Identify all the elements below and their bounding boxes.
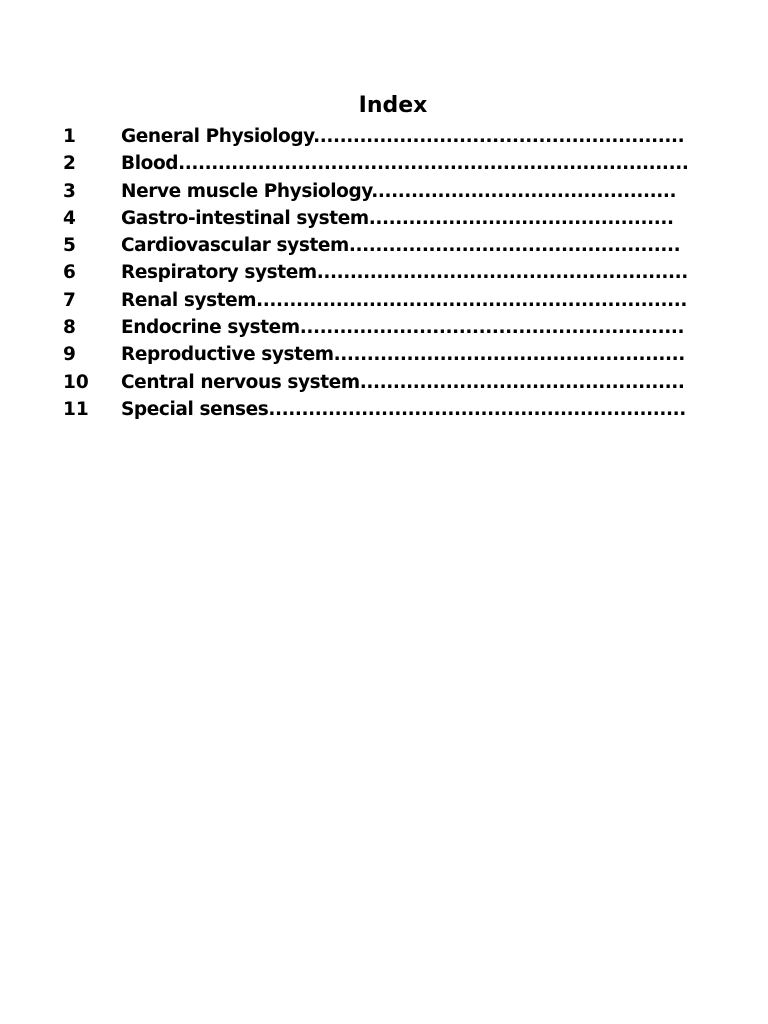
entry-text: Gastro-intestinal system.............................................. <box>121 207 674 229</box>
entry-number: 3 <box>63 180 76 202</box>
entry-number: 2 <box>63 153 76 175</box>
entry-number: 5 <box>63 235 76 257</box>
index-list <box>63 123 689 423</box>
entry-text: Cardiovascular system.................................................. <box>121 235 681 257</box>
index-entry <box>63 259 688 286</box>
entry-text: Nerve muscle Physiology.............................................. <box>121 180 677 202</box>
entry-number: 11 <box>63 398 89 420</box>
index-entry <box>63 150 689 177</box>
entry-number: 6 <box>63 262 76 284</box>
entry-number: 4 <box>63 207 76 229</box>
entry-text: Respiratory system........................................................ <box>121 262 688 284</box>
index-entry <box>63 369 683 396</box>
entry-text: Special senses............................................................... <box>121 398 686 420</box>
entry-text: Endocrine system.......................................................... <box>121 317 685 339</box>
index-entry <box>63 205 683 232</box>
index-entry <box>63 232 683 259</box>
entry-number: 7 <box>63 289 76 311</box>
entry-number: 8 <box>63 317 76 339</box>
entry-text: Blood............................................................................. <box>121 153 689 175</box>
index-entry <box>63 341 683 368</box>
entry-text: Reproductive system..................................................... <box>121 344 685 366</box>
entry-number: 1 <box>63 126 76 147</box>
entry-text: Renal system................................................................. <box>121 289 687 311</box>
entry-text: General Physiology........................................................ <box>121 126 685 147</box>
index-entry <box>63 396 686 423</box>
entry-number: 9 <box>63 344 76 366</box>
index-entry <box>63 178 683 205</box>
entry-number: 10 <box>63 371 89 393</box>
index-entry <box>63 314 683 341</box>
entry-text: Central nervous system................................................. <box>121 371 685 393</box>
index-title: Index <box>358 93 428 118</box>
index-entry <box>63 287 687 314</box>
index-entry <box>63 123 683 150</box>
